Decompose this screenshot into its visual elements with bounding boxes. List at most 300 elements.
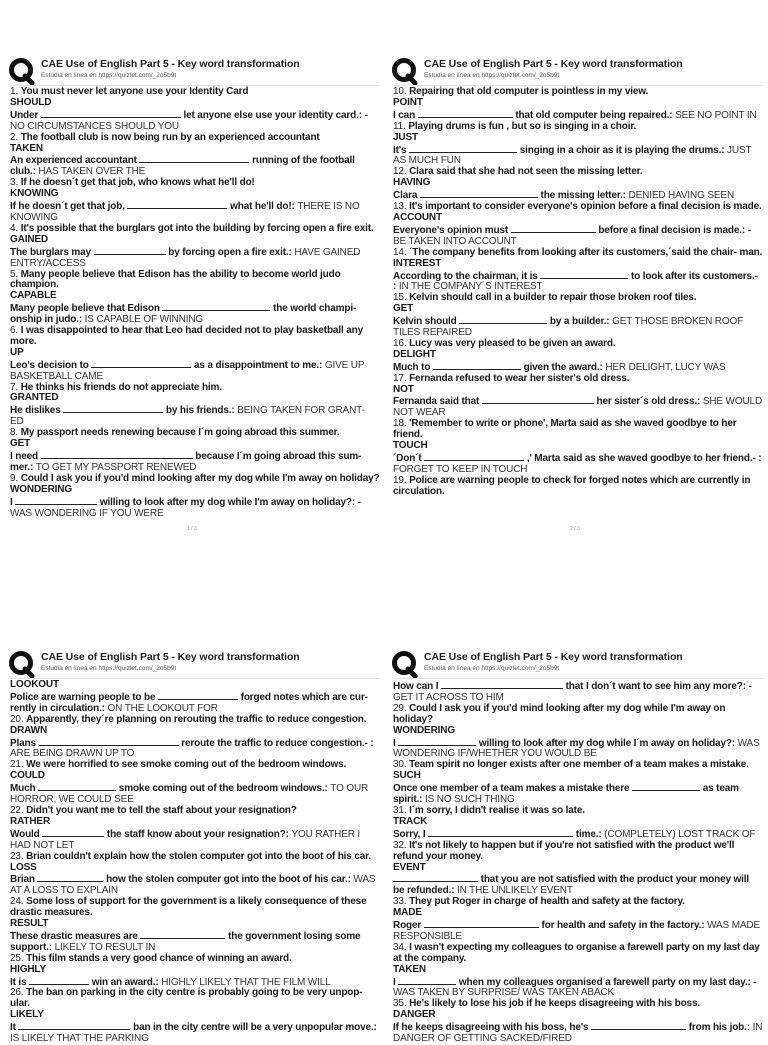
question-text: I´m sorry, I didn't realise it was so late. xyxy=(409,804,585,816)
sentence-start: Roger xyxy=(393,920,422,932)
answer-blank xyxy=(158,691,238,700)
answer-text: JUST AS MUCH FUN xyxy=(393,144,752,167)
document-title: CAE Use of English Part 5 - Key word transformation xyxy=(424,651,683,663)
question-sentence xyxy=(393,374,763,385)
transformation-line xyxy=(10,691,380,715)
keyword: TOUCH xyxy=(393,440,428,452)
answer-blank xyxy=(393,873,478,882)
answer-text: SHE WOULD NOT WEAR xyxy=(393,396,763,419)
sentence-start: I xyxy=(393,737,396,749)
sentence-end: by his friends.: xyxy=(165,405,235,417)
document-title: CAE Use of English Part 5 - Key word transformation xyxy=(41,651,300,663)
answer-text: THERE IS NO KNOWING xyxy=(10,201,360,223)
answer-blank xyxy=(511,224,596,233)
question-text: Some loss of support for the government is a likely consequence of these drastic measures. xyxy=(10,896,367,919)
sentence-end: as team spirit.: xyxy=(393,783,739,806)
sentence-end: running of the football club.: xyxy=(10,155,355,178)
question-text: Kelvin should call in a builder to repair those broken roof tiles. xyxy=(409,292,697,304)
keyword: SUCH xyxy=(393,770,421,782)
question-number: 13. xyxy=(393,201,407,213)
keyword: TAKEN xyxy=(10,142,43,154)
answer-blank xyxy=(591,1021,686,1030)
question-number: 21. xyxy=(10,759,24,771)
answer-text: WAS WONDERING IF YOU WERE xyxy=(10,507,164,519)
answer-text: IS NO SUCH THING xyxy=(425,794,515,806)
document-source-link[interactable]: Estudia en línea en https://quizlet.com/_2o5b9t xyxy=(424,72,560,79)
keyword: RESULT xyxy=(10,918,49,930)
page-header xyxy=(10,57,380,86)
keyword: GRANTED xyxy=(10,392,59,404)
keyword: GET xyxy=(10,438,31,450)
question-text: Clara said that she had not seen the missing letter. xyxy=(409,166,643,178)
sentence-start: The burglars may xyxy=(10,246,91,258)
question-sentence xyxy=(393,999,763,1010)
keyword: ACCOUNT xyxy=(393,211,442,223)
keyword: JUST xyxy=(393,131,418,143)
question-number: 22. xyxy=(10,804,24,816)
transformation-line xyxy=(393,395,763,419)
sentence-end: singing in a choir as it is playing the drums.: xyxy=(519,144,725,156)
answer-blank xyxy=(409,144,517,153)
answer-text: HER DELIGHT, LUCY WAS xyxy=(605,361,726,373)
answer-text: NO CIRCUMSTANCES SHOULD YOU xyxy=(10,120,179,132)
question-sentence xyxy=(393,122,763,133)
answer-blank xyxy=(140,930,225,939)
answer-text: DENIED HAVING SEEN xyxy=(628,190,735,202)
answer-text: YOU RATHER I HAD NOT LET xyxy=(10,828,361,851)
answer-blank xyxy=(18,1021,130,1030)
question-text: Apparently, they´re planning on rerouting the traffic to reduce congestion. xyxy=(26,713,367,725)
quizlet-logo-icon xyxy=(391,57,419,85)
page-number: 2 / 3 xyxy=(570,526,580,532)
question-text: Lucy was very pleased to be given an award. xyxy=(409,337,616,349)
answer-text: IN DANGER OF GETTING SACKED/FIRED xyxy=(393,1022,763,1045)
page-content xyxy=(393,680,763,1045)
sentence-start: Clara xyxy=(393,190,418,202)
sentence-end: how the stolen computer got into the boot of his car.: xyxy=(106,874,351,886)
answer-text: IS CAPABLE OF WINNING xyxy=(84,314,204,326)
page-header xyxy=(10,650,380,679)
answer-blank xyxy=(39,737,179,746)
quizlet-logo-icon xyxy=(8,57,36,85)
sentence-end: her sister´s old dress.: xyxy=(596,396,701,408)
question-text: ´The company benefits from looking after its customers,´said the chair- man. xyxy=(409,246,763,258)
sentence-end: forged notes which are cur- rently in circulation.: xyxy=(10,691,368,714)
question-number: 16. xyxy=(393,337,407,349)
question-text: You must never let anyone use your Identity Card xyxy=(20,86,249,97)
document-page-4 xyxy=(393,650,763,1045)
question-sentence xyxy=(10,852,380,863)
question-sentence xyxy=(393,806,763,817)
sentence-start: If he keeps disagreeing with his boss, he's xyxy=(393,1022,589,1034)
answer-blank xyxy=(540,270,628,279)
transformation-line xyxy=(393,224,763,248)
transformation-line xyxy=(10,873,380,897)
sentence-start: Plans xyxy=(10,737,36,749)
keyword: POINT xyxy=(393,96,423,108)
page-content xyxy=(10,680,380,1045)
sentence-end: win an award.: xyxy=(91,976,159,988)
sentence-end: time.: xyxy=(575,828,602,840)
transformation-line xyxy=(393,452,763,476)
sentence-end: when my colleagues organised a farewell party on my last day.: - xyxy=(458,976,757,988)
transformation-line xyxy=(393,976,763,1000)
transformation-line xyxy=(393,919,763,943)
answer-blank xyxy=(632,782,700,791)
keyword: GET xyxy=(393,303,414,315)
question-number: 19. xyxy=(393,474,407,486)
sentence-end: ,' Marta said as she waved goodbye to her friend.- : xyxy=(526,453,762,464)
question-number: 2. xyxy=(10,131,19,143)
answer-text: TO OUR HORROR, WE COULD SEE xyxy=(10,783,369,806)
question-sentence xyxy=(10,428,380,439)
answer-blank xyxy=(398,976,456,985)
sentence-end: by forcing open a fire exit.: xyxy=(168,246,292,258)
answer-text: ON THE LOOKOUT FOR xyxy=(107,702,218,714)
answer-text: LIKELY TO RESULT IN xyxy=(54,941,156,953)
answer-blank xyxy=(420,189,538,198)
sentence-start: Much to xyxy=(393,361,431,373)
question-sentence xyxy=(393,167,763,178)
keyword: COULD xyxy=(10,770,45,782)
sentence-start: I need xyxy=(10,451,38,462)
question-number: 4. xyxy=(10,222,19,234)
question-sentence xyxy=(10,897,380,919)
sentence-end: by a builder.: xyxy=(549,316,610,328)
transformation-line xyxy=(10,246,380,270)
keyword: LOSS xyxy=(10,861,37,873)
sentence-start: Under xyxy=(10,109,39,121)
page-content xyxy=(10,87,380,519)
answer-text: WAS TAKEN BY SURPRISE/ WAS TAKEN ABACK xyxy=(393,987,615,999)
answer-blank xyxy=(424,919,539,928)
transformation-line xyxy=(10,1021,380,1045)
question-text: We were horrified to see smoke coming out of the bedroom windows. xyxy=(26,759,347,771)
question-sentence xyxy=(10,326,380,348)
question-sentence xyxy=(393,293,763,304)
answer-text: BEING TAKEN FOR GRANT- ED xyxy=(10,405,365,428)
keyword: WONDERING xyxy=(10,483,72,495)
question-text: Brian couldn't explain how the stolen computer got into the boot of his car. xyxy=(26,850,371,862)
question-sentence xyxy=(10,178,380,189)
question-number: 17. xyxy=(393,372,407,384)
question-text: It's important to consider everyone's opinion before a final decision is made. xyxy=(409,201,762,213)
sentence-end: willing to look after my dog while I'm away on holiday?: - xyxy=(99,496,361,508)
answer-text: (COMPLETELY) LOST TRACK OF xyxy=(604,828,756,840)
answer-text: IS LIKELY THAT THE PARKING xyxy=(10,1033,149,1045)
answer-text: GIVE UP BASKETBALL CAME xyxy=(10,359,365,382)
answer-text: GET THOSE BROKEN ROOF TILES REPAIRED xyxy=(393,316,744,339)
sentence-end: that you are not satisfied with the product your money will be refunded.: xyxy=(393,874,750,897)
answer-blank xyxy=(127,200,227,209)
keyword: EVENT xyxy=(393,861,426,873)
question-sentence xyxy=(10,715,380,726)
transformation-line xyxy=(393,315,763,339)
keyword: NOT xyxy=(393,383,414,395)
question-sentence xyxy=(10,87,380,98)
question-text: It's possible that the burglars got into the building by forcing open a fire exit. xyxy=(20,222,374,234)
question-sentence xyxy=(393,339,763,350)
question-text: Could I ask you if you'd mind looking after my dog while I'm away on holiday? xyxy=(20,472,380,484)
answer-blank xyxy=(63,404,163,413)
sentence-end: from his job.: xyxy=(688,1022,750,1034)
question-number: 3. xyxy=(10,177,19,189)
keyword: MADE xyxy=(393,907,422,919)
question-sentence xyxy=(393,897,763,908)
sentence-start: I xyxy=(10,496,13,508)
sentence-end: the missing letter.: xyxy=(540,190,626,202)
sentence-end: for health and safety in the factory.: xyxy=(541,920,705,932)
keyword: LOOKOUT xyxy=(10,679,59,690)
answer-blank xyxy=(459,315,547,324)
answer-text: WAS WONDERING IF/WHETHER YOU WOULD BE xyxy=(393,737,760,760)
sentence-start: Everyone's opinion must xyxy=(393,224,509,236)
question-text: He's likely to lose his job if he keeps disagreeing with his boss. xyxy=(409,998,700,1010)
question-text: The ban on parking in the city centre is probably going to be very unpop- ular. xyxy=(10,987,363,1010)
document-source-link[interactable]: Estudia en línea en https://quizlet.com/_2o5b9t xyxy=(424,665,560,672)
question-sentence xyxy=(10,270,380,292)
transformation-line xyxy=(393,873,763,897)
answer-text: WAS MADE RESPONSIBLE xyxy=(393,920,760,942)
question-text: They put Roger in charge of health and safety at the factory. xyxy=(409,896,685,908)
question-sentence xyxy=(393,704,763,726)
question-sentence xyxy=(10,383,380,394)
transformation-line xyxy=(10,737,380,761)
question-text: I wasn't expecting my colleagues to organise a farewell party on my last day at the company. xyxy=(393,941,760,964)
transformation-line xyxy=(10,302,380,326)
page-header xyxy=(393,650,763,679)
answer-blank xyxy=(29,976,89,985)
answer-text: ARE BEING DRAWN UP TO xyxy=(10,748,135,760)
question-sentence xyxy=(393,841,763,863)
question-text: Many people believe that Edison has the ability to become world judo champion. xyxy=(10,268,341,291)
question-sentence xyxy=(393,943,763,965)
keyword: CAPABLE xyxy=(10,290,57,302)
question-number: 35. xyxy=(393,998,407,1010)
transformation-line xyxy=(10,450,380,474)
sentence-end: reroute the traffic to reduce congestion.- : xyxy=(181,737,374,749)
page-content xyxy=(393,87,763,498)
sentence-end: to look after its customers.- : xyxy=(393,270,758,293)
question-sentence xyxy=(10,988,380,1010)
answer-blank xyxy=(418,109,513,118)
answer-text: SEE NO POINT IN xyxy=(675,109,757,121)
keyword: KNOWING xyxy=(10,188,59,200)
question-text: Didn't you want me to tell the staff about your resignation? xyxy=(26,804,297,816)
question-sentence xyxy=(10,133,380,144)
question-number: 30. xyxy=(393,759,407,771)
question-number: 1. xyxy=(10,86,19,97)
question-number: 8. xyxy=(10,427,19,439)
question-number: 31. xyxy=(393,804,407,816)
sentence-start: If he doesn´t get that job, xyxy=(10,201,125,213)
sentence-start: It xyxy=(10,1022,16,1034)
question-text: The football club is now being run by an experienced accountant xyxy=(20,131,320,143)
transformation-line xyxy=(10,154,380,178)
sentence-start: These drastic measures are xyxy=(10,930,138,942)
transformation-line xyxy=(393,270,763,294)
sentence-start: I xyxy=(393,976,396,988)
sentence-end: that old computer being repaired.: xyxy=(515,109,673,121)
question-sentence xyxy=(393,87,763,98)
answer-blank xyxy=(424,452,524,461)
document-title: CAE Use of English Part 5 - Key word transformation xyxy=(424,58,683,70)
answer-blank xyxy=(433,361,521,370)
answer-blank xyxy=(482,395,594,404)
transformation-line xyxy=(393,144,763,168)
transformation-line xyxy=(10,496,380,520)
sentence-end: willing to look after my dog while I´m away on holiday?: xyxy=(478,737,735,749)
question-text: If he doesn´t get that job, who knows what he'll do! xyxy=(20,177,255,189)
question-text: Police are warning people to check for forged notes which are currently in circulation. xyxy=(393,474,751,497)
answer-blank xyxy=(38,782,116,791)
sentence-end: let anyone else use your identity card.: - xyxy=(183,109,368,121)
answer-text: WAS AT A LOSS TO EXPLAIN xyxy=(10,874,376,897)
answer-text: BE TAKEN INTO ACCOUNT xyxy=(393,235,517,247)
answer-text: HAS TAKEN OVER THE xyxy=(38,166,146,178)
transformation-line xyxy=(10,200,380,224)
answer-blank xyxy=(94,246,166,255)
document-source-link[interactable]: Estudia en línea en https://quizlet.com/_2o5b9t xyxy=(41,72,177,79)
question-text: 'Remember to write or phone', Marta said as she waved goodbye to her friend. xyxy=(393,418,737,441)
question-sentence xyxy=(10,760,380,771)
sentence-start: Police are warning people to be xyxy=(10,691,156,703)
document-title: CAE Use of English Part 5 - Key word transformation xyxy=(41,58,300,70)
sentence-start: Once one member of a team makes a mistake there xyxy=(393,783,630,795)
answer-blank xyxy=(139,154,249,163)
sentence-start: Sorry, I xyxy=(393,828,426,840)
question-text: This film stands a very good chance of winning an award. xyxy=(26,952,292,964)
keyword: DELIGHT xyxy=(393,348,436,360)
question-number: 29. xyxy=(393,702,407,714)
sentence-end: the government losing some support.: xyxy=(10,930,361,953)
sentence-start: Leo's decision to xyxy=(10,359,89,371)
sentence-start: How can I xyxy=(393,681,439,692)
answer-text: IN THE COMPANY´S INTEREST xyxy=(398,281,543,293)
question-number: 10. xyxy=(393,86,407,97)
question-text: Playing drums is fun , but so is singing in a choir. xyxy=(408,120,637,132)
question-number: 11. xyxy=(393,120,406,132)
document-page-2 xyxy=(393,57,763,498)
sentence-end: what he'll do!: xyxy=(230,201,295,213)
sentence-end: ban in the city centre will be a very unpopular move.: xyxy=(133,1022,377,1034)
keyword: LIKELY xyxy=(10,1009,44,1021)
transformation-line xyxy=(10,930,380,954)
question-text: It's not likely to happen but if you're not satisfied with the product we'll refund your money. xyxy=(393,839,735,862)
answer-text: TO GET MY PASSPORT RENEWED xyxy=(35,461,197,473)
question-number: 14. xyxy=(393,246,407,258)
keyword: SHOULD xyxy=(10,96,52,108)
question-number: 20. xyxy=(10,713,24,725)
question-sentence xyxy=(10,806,380,817)
sentence-end: before a final decision is made.: - xyxy=(598,224,751,236)
sentence-start: Brian xyxy=(10,874,35,886)
question-text: Repairing that old computer is pointless in my view. xyxy=(409,86,649,97)
transformation-line xyxy=(10,404,380,428)
question-sentence xyxy=(393,419,763,441)
page-number: 1 / 3 xyxy=(187,526,197,532)
sentence-start: Kelvin should xyxy=(393,316,457,328)
sentence-end: as a disappointment to me.: xyxy=(194,359,323,371)
sentence-start: Would xyxy=(10,828,40,840)
sentence-start: Much xyxy=(10,783,36,795)
question-sentence xyxy=(10,224,380,235)
question-sentence xyxy=(393,202,763,213)
quizlet-logo-icon xyxy=(8,650,36,678)
question-number: 7. xyxy=(10,381,19,393)
answer-text: GET IT ACROSS TO HIM xyxy=(393,691,504,703)
keyword: HAVING xyxy=(393,177,431,189)
keyword: RATHER xyxy=(10,815,51,827)
question-number: 23. xyxy=(10,850,24,862)
sentence-start: It's xyxy=(393,144,407,156)
question-number: 5. xyxy=(10,268,19,280)
question-text: He thinks his friends do not appreciate him. xyxy=(20,381,222,393)
sentence-end: the world champi- onship in judo.: xyxy=(10,303,357,326)
keyword: TRACK xyxy=(393,815,428,827)
question-number: 32. xyxy=(393,839,407,851)
keyword: TAKEN xyxy=(393,963,426,975)
question-sentence xyxy=(393,248,763,259)
transformation-line xyxy=(10,359,380,383)
transformation-line xyxy=(393,1021,763,1045)
answer-blank xyxy=(41,450,193,459)
answer-blank xyxy=(37,873,103,882)
question-number: 24. xyxy=(10,896,24,908)
sentence-end: smoke coming out of the bedroom windows.: xyxy=(118,783,328,795)
sentence-end: given the award.: xyxy=(523,361,603,373)
keyword: GAINED xyxy=(10,233,48,245)
answer-blank xyxy=(441,680,563,689)
quizlet-logo-icon xyxy=(391,650,419,678)
question-sentence xyxy=(10,954,380,965)
question-text: Fernanda refused to wear her sister's old dress. xyxy=(409,372,630,384)
question-text: Team spirit no longer exists after one member of a team makes a mistake. xyxy=(409,759,749,771)
answer-text: IN THE UNLIKELY EVENT xyxy=(457,885,573,897)
question-number: 25. xyxy=(10,952,24,964)
question-sentence xyxy=(393,476,763,498)
answer-text: HAVE GAINED ENTRY/ACCESS xyxy=(10,246,361,269)
document-source-link[interactable]: Estudia en línea en https://quizlet.com/_2o5b9t xyxy=(41,665,177,672)
question-number: 33. xyxy=(393,896,407,908)
question-sentence xyxy=(393,760,763,771)
transformation-line xyxy=(393,680,763,704)
sentence-start: According to the chairman, it is xyxy=(393,270,538,282)
sentence-start: ´Don´t xyxy=(393,453,422,464)
question-number: 34. xyxy=(393,941,407,953)
transformation-line xyxy=(393,782,763,806)
question-number: 9. xyxy=(10,472,19,484)
transformation-line xyxy=(10,828,380,852)
sentence-start: I can xyxy=(393,109,416,121)
answer-blank xyxy=(15,496,97,505)
sentence-end: because I´m going abroad this sum- mer.: xyxy=(10,451,362,473)
sentence-start: Many people believe that Edison xyxy=(10,303,160,315)
sentence-start: He dislikes xyxy=(10,405,61,417)
answer-blank xyxy=(41,109,181,118)
sentence-start: It is xyxy=(10,976,27,988)
question-number: 6. xyxy=(10,325,19,337)
page-header xyxy=(393,57,763,86)
sentence-end: that I don´t want to see him any more?: - xyxy=(565,681,752,692)
question-text: Could I ask you if you'd mind looking after my dog while I'm away on holiday? xyxy=(393,702,726,725)
keyword: WONDERING xyxy=(393,724,455,736)
question-text: I was disappointed to hear that Leo had decided not to play basketball any more. xyxy=(10,325,363,347)
sentence-start: Fernanda said that xyxy=(393,396,480,408)
answer-text: HIGHLY LIKELY THAT THE FILM WILL xyxy=(161,976,331,988)
answer-blank xyxy=(91,359,191,368)
document-page-3 xyxy=(10,650,380,1045)
